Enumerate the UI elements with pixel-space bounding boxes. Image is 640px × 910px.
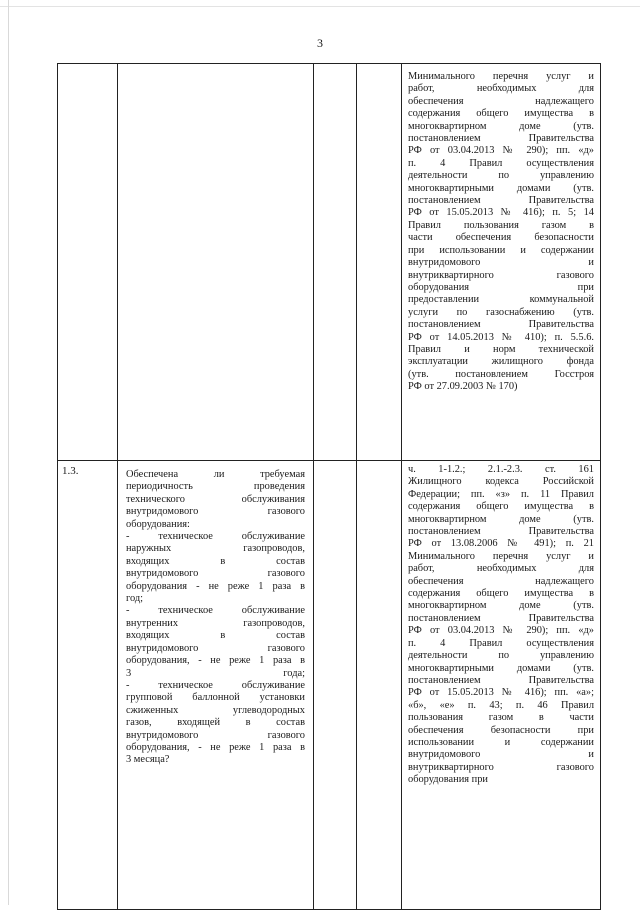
item-number-cell (58, 64, 118, 461)
answer-no-cell (357, 461, 402, 910)
text-line: постановлением Правительства (408, 526, 594, 538)
text-line: РФ от 14.05.2013 № 410); п. 5.5.6. (408, 331, 594, 343)
text-line: обеспечения надлежащего (408, 575, 594, 587)
text-line: внутридомового газового (126, 568, 305, 580)
text-line: Минимального перечня услуг и (408, 71, 594, 82)
item-number-cell: 1.3. (58, 461, 118, 910)
text-line: обеспечения безопасности при (408, 724, 594, 736)
text-line: содержания общего имущества в (408, 108, 594, 120)
text-line: постановлением Правительства (408, 612, 594, 624)
legal-basis-cell (402, 461, 601, 910)
text-line: оборудования при (408, 774, 488, 786)
text-line: внутридомового газового (126, 506, 305, 518)
text-line: 3 года; (126, 667, 305, 679)
scan-edge-top (0, 6, 640, 7)
text-line: РФ от 15.05.2013 № 416); п. 5; 14 (408, 207, 594, 219)
text-line: ч. 1-1.2.; 2.1.-2.3. ст. 161 (408, 464, 594, 475)
text-line: год; (126, 593, 144, 605)
answer-yes-cell (314, 64, 357, 461)
text-line: постановлением Правительства (408, 195, 594, 207)
text-line: п. 4 Правил осуществления (408, 157, 594, 169)
text-line: многоквартирном доме (утв. (408, 513, 594, 525)
text-line: оборудования, - не реже 1 раза в (126, 655, 305, 667)
text-line: Жилищного кодекса Российской (408, 476, 594, 488)
text-line: входящих в состав (126, 555, 305, 567)
text-line: многоквартирном доме (утв. (408, 600, 594, 612)
text-line: эксплуатации жилищного фонда (408, 356, 594, 368)
question-cell (118, 461, 314, 910)
text-line: внутренних газопроводов, (126, 617, 305, 629)
text-line: части обеспечения безопасности (408, 232, 594, 244)
text-line: - техническое обслуживание (126, 531, 305, 543)
text-line: РФ от 03.04.2013 № 290); пп. «д» (408, 625, 594, 637)
text-line: внутридомового и (408, 257, 594, 269)
text-line: услуги по газоснабжению (утв. (408, 306, 594, 318)
text-line: Правил пользования газом в (408, 219, 594, 231)
text-line: многоквартирном доме (утв. (408, 120, 594, 132)
text-line: работ, необходимых для (408, 83, 594, 95)
text-line: групповой баллонной установки (126, 692, 305, 704)
scan-edge-left (8, 0, 9, 905)
text-line: Обеспечена ли требуемая (126, 469, 305, 480)
text-line: постановлением Правительства (408, 319, 594, 331)
text-line: сжиженных углеводородных (126, 704, 305, 716)
question-cell (118, 64, 314, 461)
text-line: предоставлении коммунальной (408, 294, 594, 306)
text-line: пользования газом в части (408, 712, 594, 724)
text-line: деятельности по управлению (408, 170, 594, 182)
text-line: РФ от 15.05.2013 № 416); пп. «а»; (408, 687, 594, 699)
text-line: оборудования, - не реже 1 раза в (126, 741, 305, 753)
text-line: многоквартирными домами (утв. (408, 182, 594, 194)
table-row (58, 461, 601, 910)
text-line: оборудования - не реже 1 раза в (126, 580, 305, 592)
text-line: деятельности по управлению (408, 650, 594, 662)
text-line: (утв. постановлением Госстроя (408, 368, 594, 380)
text-line: наружных газопроводов, (126, 543, 305, 555)
text-line: п. 4 Правил осуществления (408, 637, 594, 649)
answer-yes-cell (314, 461, 357, 910)
checklist-table (57, 63, 601, 910)
text-line: постановлением Правительства (408, 674, 594, 686)
text-line: газов, входящей в состав (126, 717, 305, 729)
text-line: обеспечения надлежащего (408, 95, 594, 107)
text-line: РФ от 13.08.2006 № 491); п. 21 (408, 538, 594, 550)
text-line: работ, необходимых для (408, 563, 594, 575)
answer-no-cell (357, 64, 402, 461)
text-line: 3 месяца? (126, 754, 170, 766)
page-number: 3 (317, 36, 323, 50)
text-line: использовании и содержании (408, 736, 594, 748)
legal-basis-cell (402, 64, 601, 461)
text-line: внутридомового газового (126, 642, 305, 654)
text-line: Федерации; пп. «з» п. 11 Правил (408, 488, 594, 500)
text-line: периодичность проведения (126, 481, 305, 493)
text-line: оборудования при (408, 281, 594, 293)
text-line: постановлением Правительства (408, 133, 594, 145)
text-line: многоквартирными домами (утв. (408, 662, 594, 674)
text-line: Правил и норм технической (408, 343, 594, 355)
text-line: при использовании и содержании (408, 244, 594, 256)
text-line: внутриквартирного газового (408, 761, 594, 773)
text-line: - техническое обслуживание (126, 605, 305, 617)
text-line: внутридомового газового (126, 729, 305, 741)
text-line: оборудования: (126, 518, 190, 530)
text-line: содержания общего имущества в (408, 501, 594, 513)
text-line: технического обслуживания (126, 493, 305, 505)
text-line: РФ от 03.04.2013 № 290); пп. «д» (408, 145, 594, 157)
table-row (58, 64, 601, 461)
text-line: - техническое обслуживание (126, 679, 305, 691)
text-line: РФ от 27.09.2003 № 170) (408, 381, 518, 393)
text-line: внутриквартирного газового (408, 269, 594, 281)
text-line: входящих в состав (126, 630, 305, 642)
text-line: содержания общего имущества в (408, 588, 594, 600)
text-line: внутридомового и (408, 749, 594, 761)
text-line: Минимального перечня услуг и (408, 550, 594, 562)
text-line: «б», «е» п. 43; п. 46 Правил (408, 699, 594, 711)
